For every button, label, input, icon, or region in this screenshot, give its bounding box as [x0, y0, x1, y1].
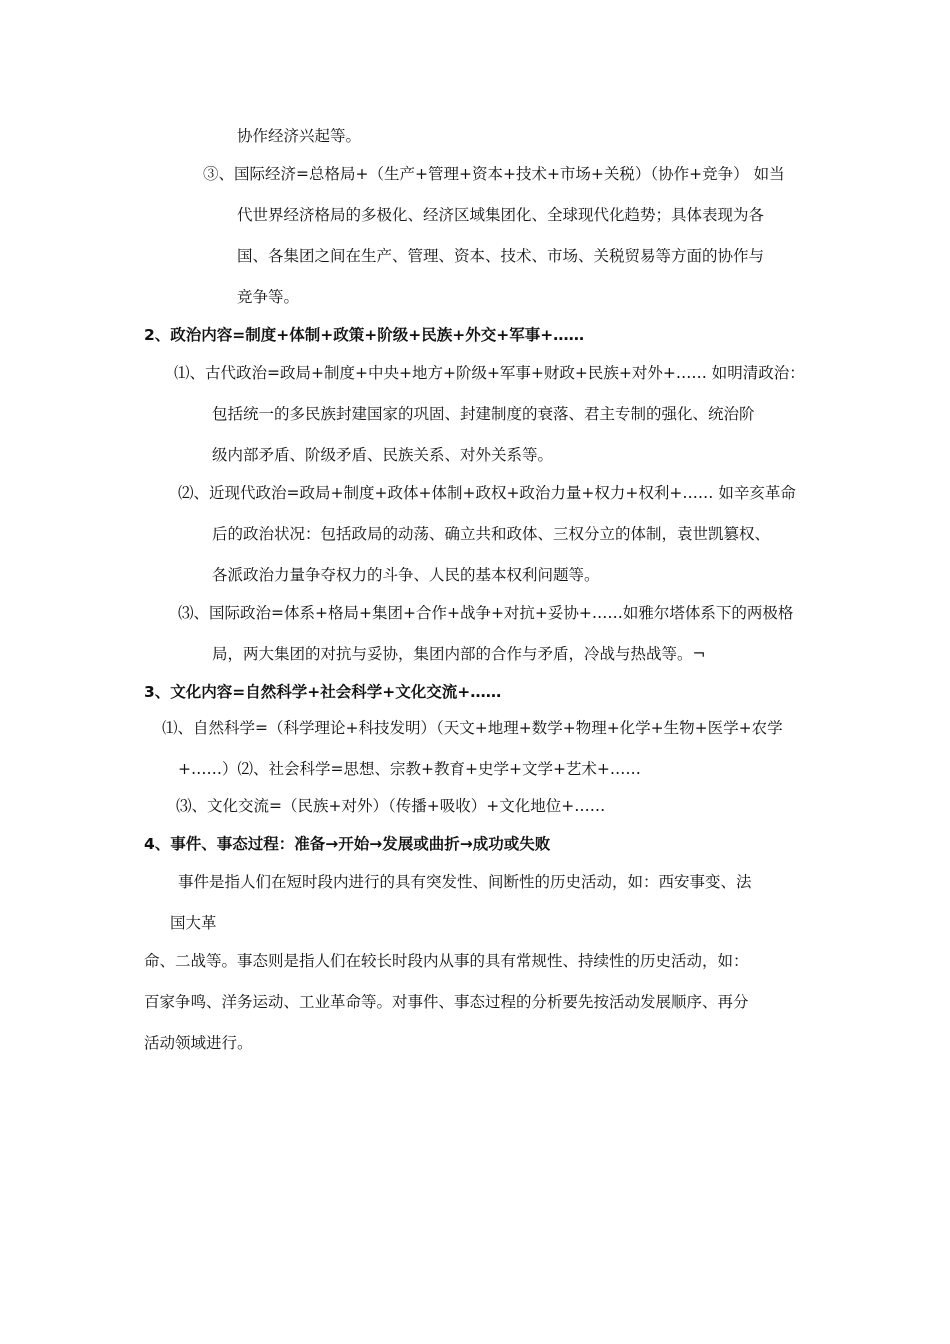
natural-science-line: ⑴、自然科学=（科学理论+科技发明）（天文+地理+数学+物理+化学+生物+医学+农学 — [162, 719, 783, 737]
events-paragraph-line-4: 百家争鸣、洋务运动、工业革命等。对事件、事态过程的分析要先按活动发展顺序、再分 — [144, 993, 749, 1011]
culture-heading: 3、文化内容=自然科学+社会科学+文化交流+…… — [144, 683, 502, 701]
modern-politics-line-3: 各派政治力量争夺权力的斗争、人民的基本权利问题等。 — [212, 566, 600, 584]
ancient-politics-line-1: ⑴、古代政治=政局+制度+中央+地方+阶级+军事+财政+民族+对外+…… 如明清政治： — [174, 364, 805, 382]
cultural-exchange-line: ⑶、文化交流=（民族+对外）（传播+吸收）+文化地位+…… — [176, 797, 606, 815]
politics-heading: 2、政治内容=制度+体制+政策+阶级+民族+外交+军事+…… — [144, 326, 585, 344]
economy-continuation-line: 协作经济兴起等。 — [237, 127, 362, 145]
ancient-politics-line-3: 级内部矛盾、阶级矛盾、民族关系、对外关系等。 — [212, 446, 554, 464]
events-paragraph-line-5: 活动领域进行。 — [144, 1034, 253, 1052]
international-politics-line-2: 局，两大集团的对抗与妥协，集团内部的合作与矛盾，冷战与热战等。¬ — [212, 645, 706, 663]
events-paragraph-line-3: 命、二战等。事态则是指人们在较长时段内从事的具有常规性、持续性的历史活动，如： — [144, 952, 749, 970]
international-economy-line-1: ③、国际经济=总格局+（生产+管理+资本+技术+市场+关税）（协作+竞争） 如当 — [203, 165, 785, 183]
social-science-line: +……）⑵、社会科学=思想、宗教+教育+史学+文学+艺术+…… — [178, 760, 641, 778]
events-heading: 4、事件、事态过程：准备→开始→发展或曲折→成功或失败 — [144, 835, 551, 853]
international-politics-line-1: ⑶、国际政治=体系+格局+集团+合作+战争+对抗+妥协+……如雅尔塔体系下的两极格 — [178, 604, 794, 622]
international-economy-line-3: 国、各集团之间在生产、管理、资本、技术、市场、关税贸易等方面的协作与 — [237, 247, 765, 265]
ancient-politics-line-2: 包括统一的多民族封建国家的巩固、封建制度的衰落、君主专制的强化、统治阶 — [212, 405, 755, 423]
events-paragraph-line-1: 事件是指人们在短时段内进行的具有突发性、间断性的历史活动，如：西安事变、法 — [178, 873, 752, 891]
international-economy-line-4: 竞争等。 — [237, 288, 300, 306]
modern-politics-line-2: 后的政治状况：包括政局的动荡、确立共和政体、三权分立的体制，袁世凯篡权、 — [212, 525, 771, 543]
international-economy-line-2: 代世界经济格局的多极化、经济区域集团化、全球现代化趋势；具体表现为各 — [237, 206, 765, 224]
events-paragraph-line-2: 国大革 — [170, 914, 217, 932]
modern-politics-line-1: ⑵、近现代政治=政局+制度+政体+体制+政权+政治力量+权力+权利+…… 如辛亥革命 — [178, 484, 796, 502]
